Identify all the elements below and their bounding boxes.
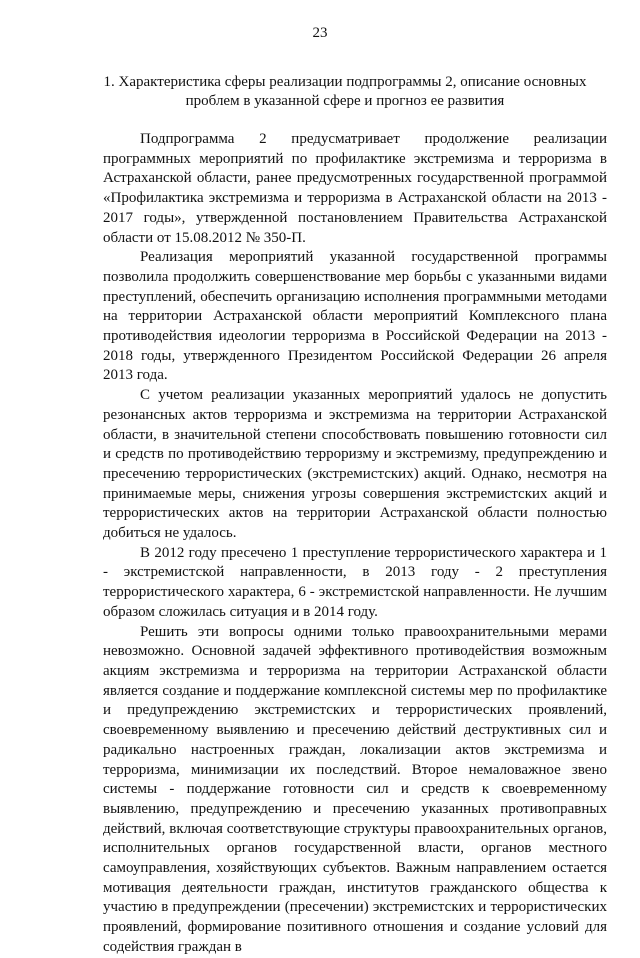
paragraph: С учетом реализации указанных мероприятий удалось не допустить резонансных актов терроризма и экстремизма на территории Астраханской области, в значительной степени способствовать повышению готовности сил и средств по противодействию терроризму и экстремизму, предупреждению и пресечению террористических (экстремистских) акций. Однако, несмотря на принимаемые меры, снижения угрозы совершения экстремистских акций и террористических актов на территории Астраханской области полностью добиться не удалось. — [103, 387, 607, 542]
paragraph: В 2012 году пресечено 1 преступление террористического характера и 1 - экстремистской направленности, в 2013 году - 2 преступления террористического характера, 6 - экстремистской направленности. Не лучшим образом сложилась ситуация и в 2014 году. — [103, 544, 607, 620]
paragraph: Решить эти вопросы одними только правоохранительными мерами невозможно. Основной задачей эффективного противодействия возможным акциям экстремизма и терроризма на территории Астраханской области является создание и поддержание комплексной системы мер по профилактике и предупреждению экстремистских и террористических проявлений, своевременному выявлению и пресечению действий деструктивных сил и радикально настроенных граждан, локализации актов экстремизма и терроризма, минимизации их последствий. Второе немаловажное звено системы - поддержание готовности сил и средств к своевременному выявлению, предупреждению и пресечению указанных противоправных действий, включая соответствующие структуры правоохранительных органов, исполнительных органов государственной власти, органов местного самоуправления, хозяйствующих субъектов. Важным направлением остается мотивация деятельности граждан, институтов гражданского общества к участию в предупреждении (пресечении) экстремистских и террористических проявлений, формирование позитивного отношения и создание условий для содействия граждан в — [103, 623, 607, 955]
section-heading: 1. Характеристика сферы реализации подпрограммы 2, описание основных проблем в указанной сфере и прогноз ее развития — [103, 74, 587, 109]
body-text — [103, 130, 607, 958]
paragraph: Реализация мероприятий указанной государственной программы позволила продолжить совершенствование мер борьбы с указанными видами преступлений, обеспечить организацию исполнения программными методами на территории Астраханской области мероприятий Комплексного плана противодействия идеологии терроризма в Российской Федерации на 2013 - 2018 годы, утвержденного Президентом Российской Федерации 26 апреля 2013 года. — [103, 249, 607, 384]
page-number: 23 — [312, 25, 328, 41]
paragraph: Подпрограмма 2 предусматривает продолжение реализации программных мероприятий по профилактике экстремизма и терроризма в Астраханской области, ранее предусмотренных государственной программой «Профилактика экстремизма и терроризма в Астраханской области на 2013 - 2017 годы», утвержденной постановлением Правительства Астраханской области от 15.08.2012 № 350-П. — [103, 131, 607, 246]
